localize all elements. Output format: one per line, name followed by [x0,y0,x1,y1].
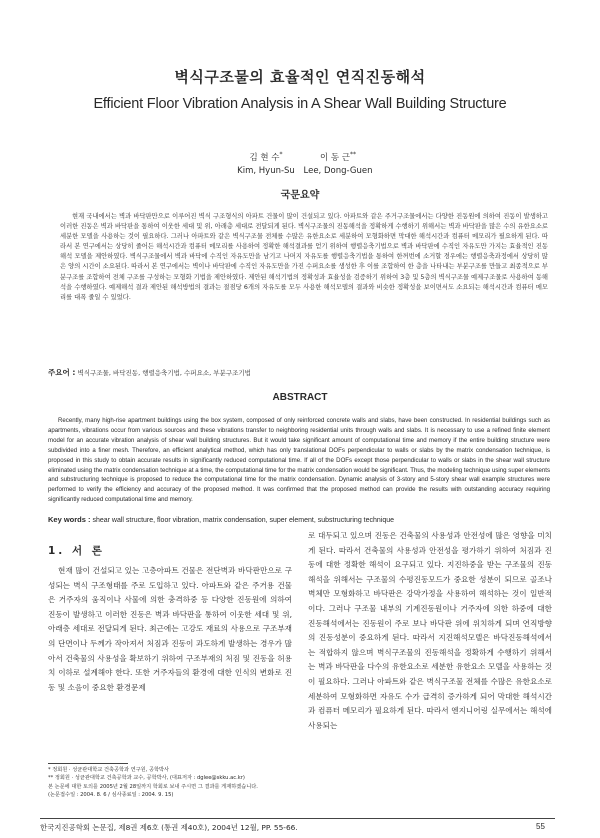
author-1-mark: * [279,151,283,158]
author-2-name-ko: 이 동 근 [319,152,351,163]
footnote-item: ** 정회원 · 성균관대학교 건축공학과 교수, 공학박사, (대표저자 : dglee@skku.ac.kr) [48,775,245,782]
english-abstract-text: Recently, many high-rise apartment buildings using the box system, composed of only reinforced concrete walls and slabs, have been constructed. In residential buildings such as apartments, vibrations occur from various sources and these vibrations transfer to neighboring residential units through walls and slabs. It is necessary to use a refined finite element model for an accurate vibration analysis of shear wall building structures. But it would take significant amount of computational time and memory if the entire building structure were subdivided into a finer mesh. Therefore, an efficient analytical method, which has only translational DOFs perpendicular to walls or slabs by the matrix condensation technique, is proposed in this study to obtain accurate results in significantly reduced computational time. If all of the DOFs except those perpendicular to walls or slabs in the shear wall structure eliminated using the matrix condensation technique at a time, the computational time for the matrix condensation would be significant. Thus, the modeling technique using super elements and substructuring technique is proposed to reduce the computational time for the matrix condensation. Dynamic analysis of 3-story and 5-story shear wall example structures were performed to verify the efficiency and accuracy of the proposed method. It was confirmed that the proposed method can provide the results with outstanding accuracy requiring significantly reduced computational time and memory. [48,417,550,504]
korean-keywords [48,367,548,378]
author-1-name-ko: 김 현 수 [249,152,280,163]
paper-title-english: Efficient Floor Vibration Analysis in A Shear Wall Building Structure [93,96,507,112]
korean-abstract-text: 현재 국내에서는 벽과 바닥판만으로 이루어진 벽식 구조형식의 아파트 건물이 많이 건설되고 있다. 아파트와 같은 주거구조물에서는 다양한 진동원에 의하여 진동이 발생하고 이러한 진동은 벽과 바닥판을 통하여 이웃한 세대 및 위, 아래층 세대로 전달되게 된다. 벽식구조물의 진동해석을 정확하게 수행하기 위해서는 벽과 바닥판을 많은 수의 유한요소로 세분한 모델을 사용하는 것이 필요하다. 그러나 아파트와 같은 벽식구조물 전체를 수많은 유한요소로 세분하여 모형화하면 막대한 해석시간과 컴퓨터 메모리가 필요하게 된다. 따라서 본 연구에서는 상당히 줄어든 해석시간과 컴퓨터 메모리를 사용하여 정확한 해석결과를 얻기 위하여 행렬응축기법으로 벽과 바닥판에 수직인 자유도만 가지는 효율적인 진동해석 모델을 제안하였다. 벽식구조물에서 벽과 바닥에 수직인 자유도만을 남기고 나머지 자유도를 행렬응축기법을 통하여 한꺼번에 소거할 경우에는 행렬응축과정에서 상당히 많은 양의 시간이 소요된다. 따라서 본 연구에서는 벽이나 바닥판에 수직인 자유도만을 가진 수퍼요소를 생성한 후 이를 조합하여 한 층을 나타내는 부분구조를 만들고 최종적으로 부분구조를 조합하여 전체 구조를 구성하는 모형화 기법을 제안하였다. 제안된 해석기법의 정확성과 효율성을 검증하기 위하여 3층 및 5층의 벽식구조물 예제구조물로 사용하여 동해석을 수행하였다. 예제해석 결과 제안된 해석방법의 결과는 절점당 6개의 자유도를 모두 사용한 해석모델의 결과와 비슷한 정확성을 보이면서도 소요되는 해석시간과 컴퓨터 메모리를 대폭 줄일 수 있었다. [60,213,549,301]
footer-divider [40,818,555,819]
english-keywords-list: shear wall structure, floor vibration, matrix condensation, super element, substructuring technique [92,517,395,524]
footnotes [48,766,292,800]
korean-abstract-heading: 국문요약 [280,190,320,201]
english-abstract-heading: ABSTRACT [272,392,328,403]
footnote-item: 본 논문에 대한 토의를 2005년 2월 28일까지 학회로 보내 주시면 그 결과를 게재하겠습니다. [48,783,258,790]
author-1-name-en: Kim, Hyun-Su [237,165,295,176]
korean-keywords-list: 벽식구조물, 바닥진동, 행렬응축기법, 수퍼요소, 부분구조기법 [77,369,251,377]
body-text-right-column: 로 대두되고 있으며 진동은 건축물의 사용성과 안전성에 많은 영향을 미치게 된다. 따라서 건축물의 사용성과 안전성을 평가하기 위하여 처짐과 진동에 대한 정확한 해석이 요구되고 있다. 지진하중을 받는 구조물의 진동해석을 위해서는 구조물의 수평진동모드가 중요한 성분이 되므로 골조나 벽체만 모형화하고 바닥판은 강막가정을 사용하여 해석하는 것이 일반적이다. 그러나 구조물 내부의 기계진동원이나 거주자에 의한 하중에 대한 진동해석에서는 진동원이 주로 보나 바닥판 위에 위치하게 되며 연직방향의 진동성분이 중요하게 된다. 따라서 지진해석모델은 바닥진동해석에서는 적합하지 않으며 벽식구조물의 진동해석을 정확하게 수행하기 위해서는 벽과 바닥판을 다수의 유한요소로 세분한 유한요소 모델을 사용하는 것이 필요하다. 그러나 아파트와 같은 벽식구조물 전체를 수많은 유한요소로 세분하여 모형화하면 자유도 수가 급격히 증가하게 되어 막대한 해석시간과 컴퓨터 메모리가 필요하게 된다. 따라서 엔지니어링 실무에서는 해석에 사용되는 [308,531,552,730]
author-2-name-en: Lee, Dong-Guen [303,165,373,176]
english-keywords-label: Key words : [48,515,91,524]
author-2-mark: ** [350,151,357,158]
paper-title-korean: 벽식구조물의 효율적인 연직진동해석 [174,68,426,86]
author-2 [278,148,398,178]
footnote-item: (논문접수일 : 2004. 8. 6 / 심사종료일 : 2004. 9. 15) [48,792,174,799]
section-heading-introduction: 1. 서 론 [48,545,105,557]
korean-keywords-label: 주요어 : [48,368,76,377]
body-text-left-column: 현재 많이 건설되고 있는 고층아파트 건물은 전단벽과 바닥판만으로 구성되는 벽식 구조형태를 주로 도입하고 있다. 아파트와 같은 주거용 건물은 거주자의 움직이나 사물에 의한 충격하중 등 다양한 진동원에 의하여 진동이 발생하고 이러한 진동은 벽과 바닥판을 통하여 이웃한 세대 및 위, 아래층 세대로 전달되게 된다. 최근에는 고강도 재료의 사용으로 구조부재의 단면이나 두께가 작아져서 처짐과 진동이 과도하게 발생하는 경우가 많아서 건축물의 사용성을 확보하기 위하여 구조부재의 처짐 및 진동을 허용치 이하로 설계해야 한다. 또한 거주자들의 환경에 대한 인식의 변화로 진동 및 소음이 중요한 환경문제 [48,566,292,692]
footnote-item: * 정회원 · 성균관대학교 건축공학과 연구원, 공학박사 [48,767,170,773]
page-number: 55 [536,822,545,831]
footnote-divider [48,763,128,764]
english-keywords [48,515,550,524]
journal-citation: 한국지진공학회 논문집, 제8권 제6호 (통권 제40호), 2004년 12월, PP. 55-66. [40,823,298,832]
